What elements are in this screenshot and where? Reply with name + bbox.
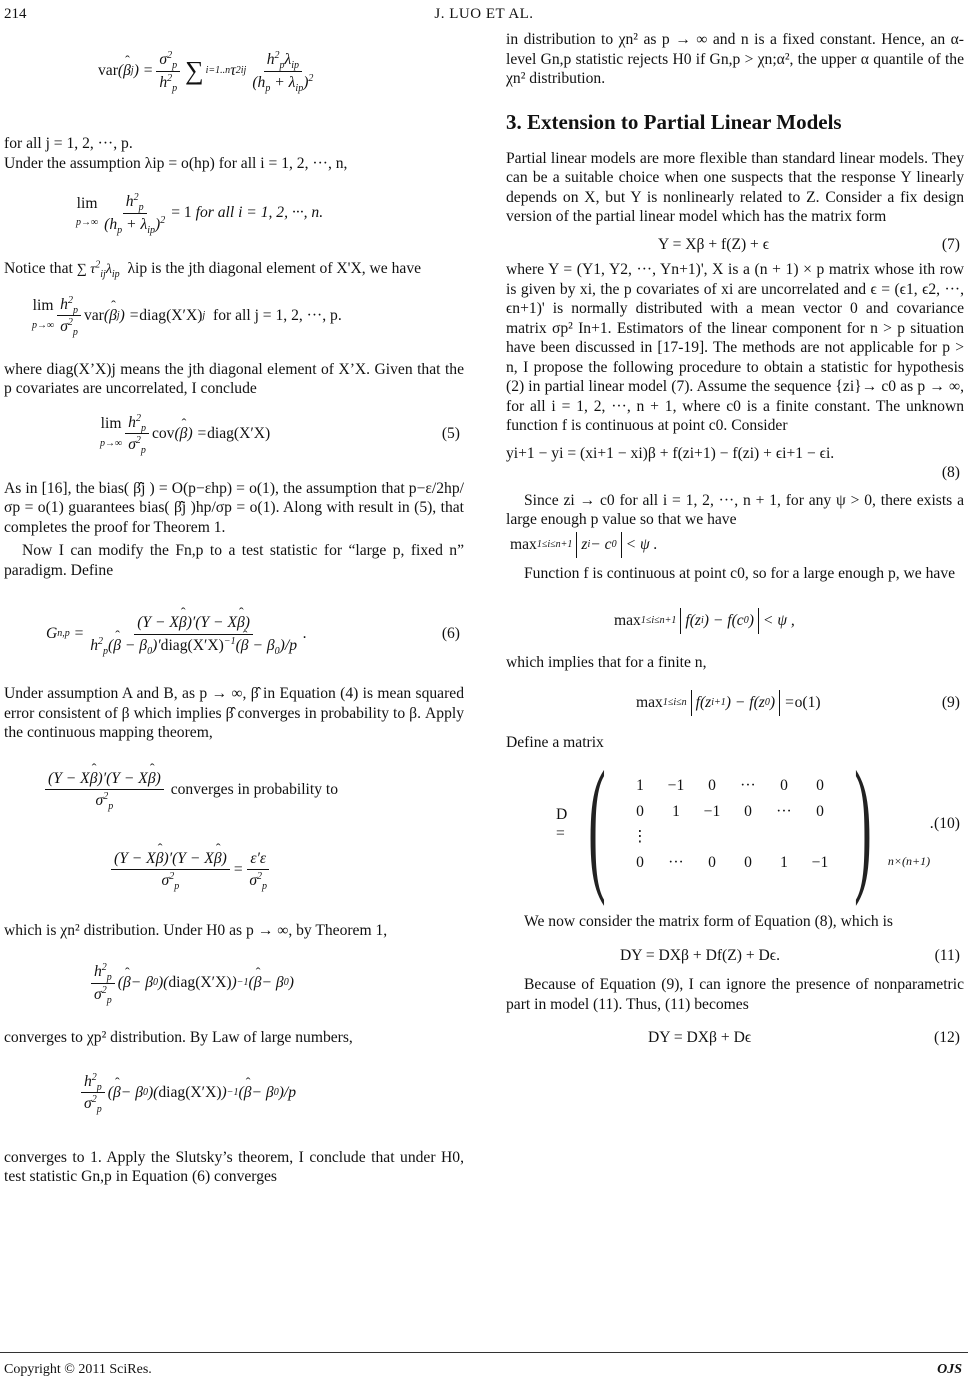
matrix-cell: ⋮ <box>632 828 648 845</box>
paragraph: Under the assumption λip = o(hp) for all i = 1, 2, ···, n, <box>4 154 348 172</box>
right-column <box>506 30 964 1048</box>
matrix-cell: 0 <box>816 802 824 820</box>
matrix-cell: 0 <box>708 777 716 794</box>
matrix-cell <box>802 827 838 847</box>
equation-tail: for all i = 1, 2, ···, n. <box>195 204 324 222</box>
paragraph: We now consider the matrix form of Equation (8), which is <box>524 913 894 930</box>
paragraph: Since zi → c0 for all i = 1, 2, ···, n + 1, for any ψ > 0, there exists a large enough p value so that we have <box>506 491 964 528</box>
equation-number: (5) <box>441 424 460 442</box>
equation-12 <box>506 1028 964 1048</box>
equation-text: Y = Xβ + f(Z) + ϵ <box>658 235 770 253</box>
equation-10: D = ( 1 −1 0 ··· 0 0 0 1 −1 0 ··· 0 ⋮ 0 ··· 0 0 1 −1 ) n×(n+1) . (10) <box>556 754 964 894</box>
matrix-cell: 0 <box>744 802 752 820</box>
equation-number: (8) <box>941 464 960 481</box>
equation-max-z: max 1≤i≤n+1 z i − c 0 < ψ . <box>510 532 964 558</box>
paragraph: converges to χp² distribution. By Law of large numbers, <box>4 1029 353 1046</box>
paragraph: which implies that for a finite n, <box>506 654 707 671</box>
equation-max-f: max 1≤i≤n+1 f(z i ) − f(c 0 ) < ψ , <box>614 601 964 641</box>
paragraph: where diag(X’X)j means the jth diagonal element of X’X. Given that the p covariates are uncorrelated, I conclude <box>4 360 464 397</box>
paragraph: Define a matrix <box>506 733 604 751</box>
paragraph: Because of Equation (9), I can ignore the presence of nonparametric part in model (11). Thus, (11) becomes <box>506 976 964 1013</box>
equation-8 <box>506 444 964 464</box>
matrix-d: ( 1 −1 0 ··· 0 0 0 1 −1 0 ··· 0 ⋮ 0 ··· 0 0 1 −1 ) <box>588 741 872 907</box>
equation-convergence-1: $\frac{\text{(Y − Xˆ β)′(Y − Xˆ β)}}{\sigma^2_p}$ converges in probability to <box>42 757 464 823</box>
matrix-grid <box>622 776 838 872</box>
equation-chi-p: $\frac{h^2_p}{\sigma^2_p}$ ( ˆ β − β 0 )( diag(X′X) ) −1 ( ˆ β − β 0 ) <box>88 952 464 1014</box>
matrix-cell: −1 <box>811 853 829 871</box>
equation-convergence-2: $\frac{\text{(Y − Xˆ β)′(Y − Xˆ β)}}{\sigma^2_p}$ = $\frac{\varepsilon'\varepsilon}{\sigma^2_p}$ <box>108 837 464 903</box>
matrix-cell: 0 <box>636 853 644 871</box>
page-header <box>0 4 968 28</box>
equation-text: yi+1 − yi = (xi+1 − xi)β + f(zi+1) − f(zi) + ϵi+1 − ϵi. <box>506 444 835 462</box>
equation-11 <box>506 946 964 966</box>
footer-rule <box>0 1352 968 1353</box>
equation-5: lim p→∞ $\frac{h^2_p}{\sigma^2_p}$ cov ( ˆ β ) = diag(X′X) (5) <box>100 405 464 463</box>
matrix-cell: 0 <box>816 777 824 794</box>
matrix-cell <box>766 827 802 847</box>
matrix-cell: ··· <box>740 777 756 794</box>
paragraph: converges to 1. Apply the Slutsky’s theorem, I conclude that under H0, test statistic Gn,p in Equation (6) converges <box>4 1148 464 1185</box>
matrix-cell: 0 <box>744 853 752 871</box>
matrix-cell <box>658 827 694 847</box>
matrix-cell: −1 <box>667 777 685 794</box>
matrix-cell: ··· <box>776 802 792 820</box>
matrix-cell: 1 <box>672 802 680 820</box>
equation-9: max 1≤i≤n f(z i+1 ) − f(z 0 ) = o(1) (9) <box>636 683 964 723</box>
equation-text: DY = DXβ + Dϵ <box>648 1029 752 1046</box>
paragraph: Function f is continuous at point c0, so for a large enough p, we have <box>524 564 956 582</box>
equation-limit-1: lim p→∞ $\frac{h^2_p}{(h_p + \lambda_{ip})^2}$ = 1 for all i = 1, 2, ···, n. <box>76 191 324 236</box>
paragraph: which is χn² distribution. Under H0 as p → ∞, by Theorem 1, <box>4 921 388 939</box>
left-column <box>4 30 464 1187</box>
paragraph: As in [16], the bias( β̂j ) = O(p−εhp) = o(1), the assumption that p−ε/2hp/σp = o(1) guarantees bias( β̂j )hp/σp = o(1). Along with result in (5), that completes the proof for Theorem 1. <box>4 479 464 536</box>
equation-6: G n,p = $\frac{\text{(Y − Xˆ β)′(Y − Xˆ β)}}{h^2_p(ˆ \beta - \beta_0)'diag(X'X)^{-1}(ˆ \beta - \beta_0)/p}$ . (6) <box>46 592 464 676</box>
paragraph: for all j = 1, 2, ···, p. <box>4 135 133 152</box>
page-number: 214 <box>4 6 27 22</box>
paragraph: Notice that ∑ $\tau^2_{ij}\lambda_{ip}$ λip is the jth diagonal element of X'X, we have <box>4 259 422 280</box>
equation-text: DY = DXβ + Df(Z) + Dϵ. <box>620 946 781 964</box>
matrix-cell: 0 <box>780 777 788 794</box>
equation-number: (10) <box>934 815 960 833</box>
equation-limit-2: lim p→∞ $\frac{h^2_p}{\sigma^2_p}$ var ( ˆ β j ) = diag(X′X) j for all j = 1, 2, ···, p. <box>32 288 464 344</box>
matrix-cell: 1 <box>780 853 788 871</box>
running-head: J. LUO ET AL. <box>434 6 534 22</box>
paragraph: Under assumption A and B, as p → ∞, β̂ in Equation (4) is mean squared error consistent of β which implies β̂ converges in probability to β. Apply the continuous mapping theorem, <box>4 685 464 741</box>
matrix-cell <box>730 827 766 847</box>
matrix-cell: 1 <box>636 777 644 794</box>
equation-number: (7) <box>941 235 960 253</box>
matrix-cell: 0 <box>636 802 644 820</box>
equation-number: (9) <box>941 693 960 711</box>
matrix-cell: 0 <box>708 853 716 871</box>
equation-number: (11) <box>934 946 960 964</box>
paragraph: where Y = (Y1, Y2, ···, Yn+1)', X is a (n + 1) × p matrix whose ith row is given by xi, the p covariates of xi are uncorrelated and ϵ = (ϵ1, ϵ2, ···, ϵn+1)' is normally distributed with a mean vector 0 and covariance matrix σp² In+1. Estimators of the linear component for n > p situation have been discussed in [17-19]. The methods are not applicable for p > n, I propose the following procedure to obtain a statistic for hypothesis (2) in partial linear model (7). Assume the sequence {zi}→ c0 as p → ∞, for all i = 1, 2, ···, n + 1, where c0 is a finite constant. The unknown function f is continuous at point c0. Consider <box>506 261 964 434</box>
paragraph: Partial linear models are more flexible than standard linear models. They can be a suitable choice when one suspects that the response Y linearly depends on X, but Y is nonlinearly related to Z. Consider a fix design version of the partial linear model which has the matrix form <box>506 149 964 225</box>
equation-number: (6) <box>441 625 460 643</box>
matrix-cell <box>694 827 730 847</box>
equation-7 <box>506 235 964 255</box>
matrix-cell: ··· <box>668 853 684 871</box>
section-heading: 3. Extension to Partial Linear Models <box>506 109 842 134</box>
paragraph: Now I can modify the Fn,p to a test statistic for “large p, fixed n” paradigm. Define <box>4 542 464 579</box>
footer-copyright: Copyright © 2011 SciRes. <box>4 1362 152 1377</box>
paragraph: in distribution to χn² as p → ∞ and n is a fixed constant. Hence, an α-level Gn,p statistic rejects H0 if Gn,p > χn;α², the upper α quantile of the χn² distribution. <box>506 31 964 87</box>
matrix-cell: −1 <box>703 802 721 820</box>
equation-law-large-numbers: $\frac{h^2_p}{\sigma^2_p}$ ( ˆ β − β 0 )( diag(X′X) ) −1 ( ˆ β − β 0 )/p <box>78 1060 464 1126</box>
footer-journal: OJS <box>937 1362 962 1377</box>
equation-number: (12) <box>934 1029 960 1046</box>
equation-variance: var ( ˆ β j ) = $\frac{\sigma^2_p}{h^2_p}$ ∑ i=1..n τ 2 ij $\frac{h^2_p\lambda_{ip}}{(h_p + \lambda_{ip})^2}$ <box>98 42 464 100</box>
